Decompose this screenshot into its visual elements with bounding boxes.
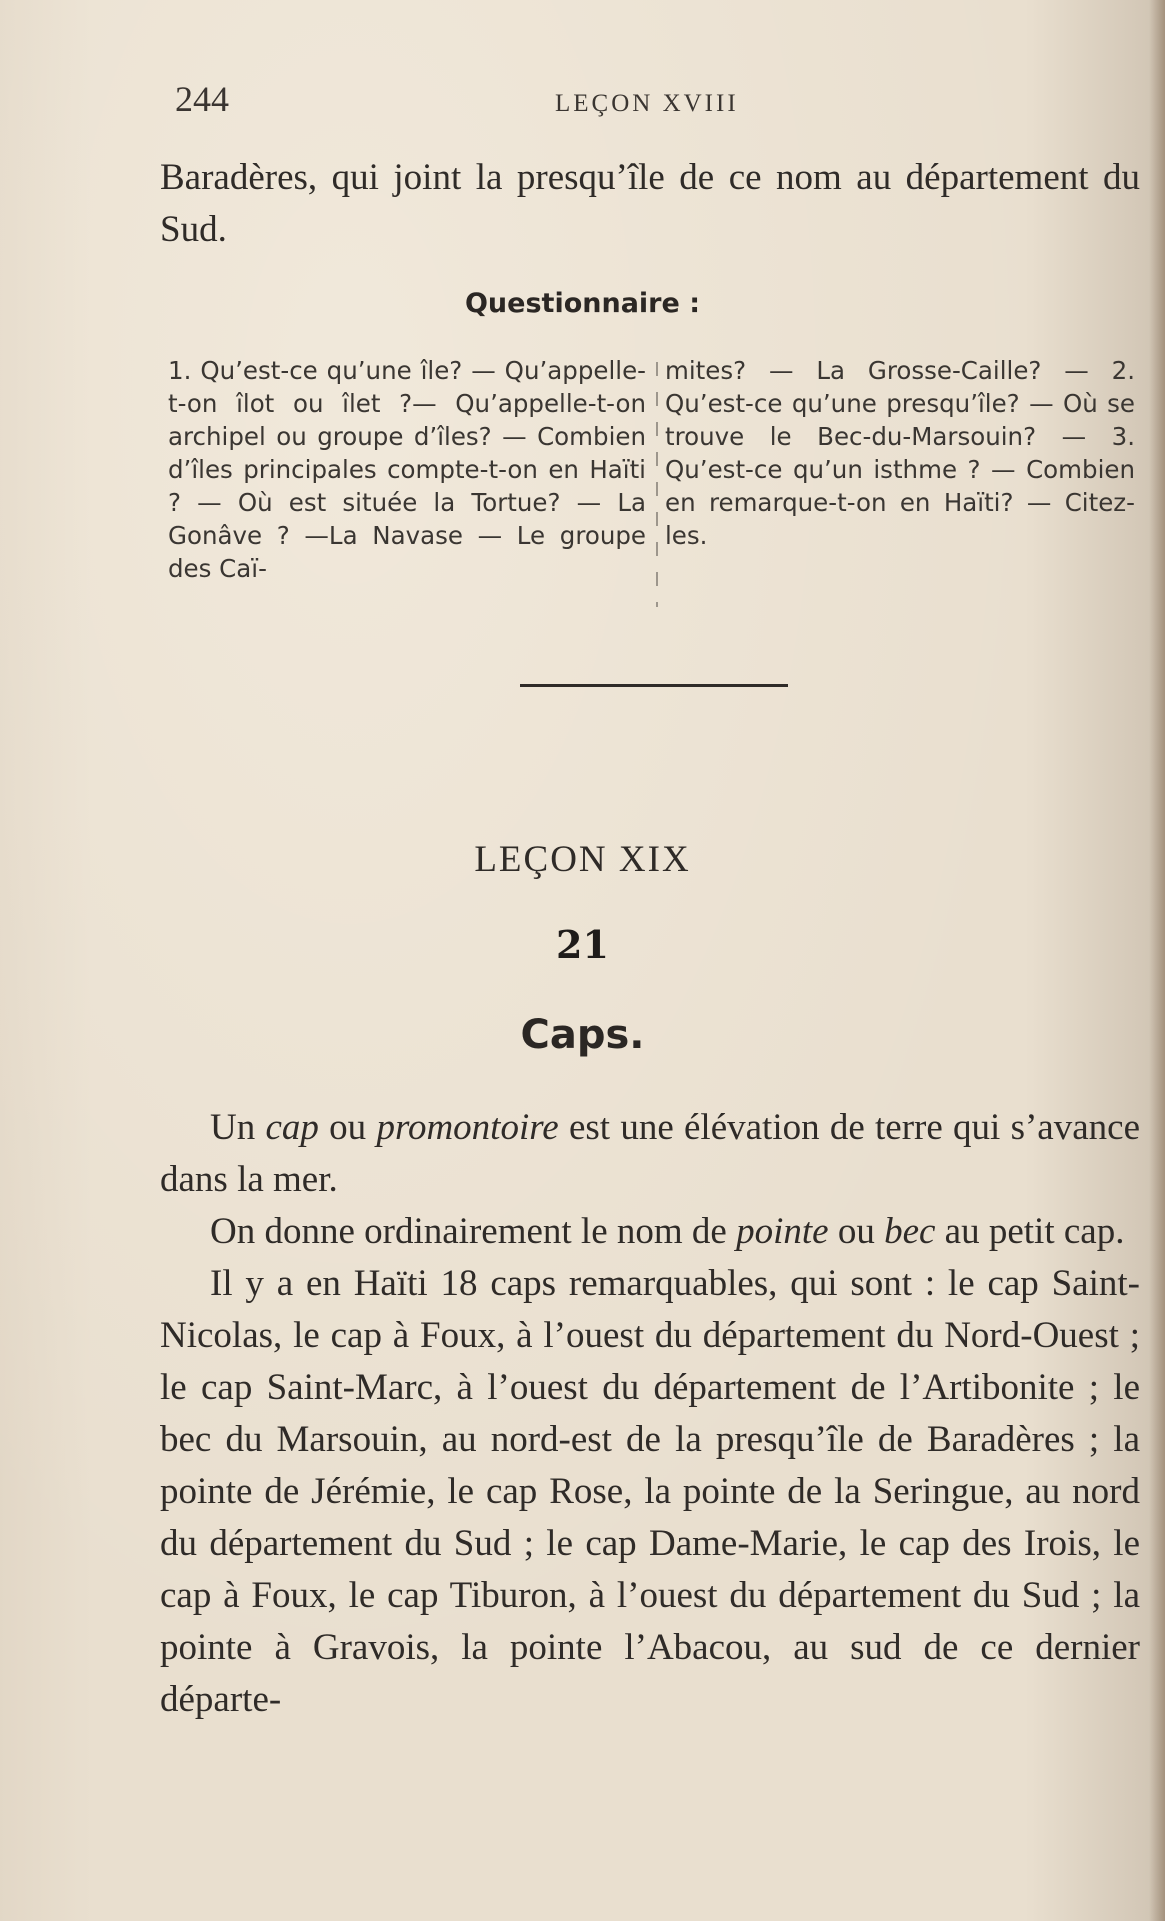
p2-text-before: On donne ordinairement le nom de	[210, 1211, 737, 1252]
page-header	[175, 78, 1035, 122]
p2-text-after: au petit cap.	[935, 1211, 1125, 1252]
p1-text-after: est une élévation de terre qui s’avance dans la mer.	[160, 1107, 1140, 1200]
questionnaire-right-column: mites? — La Grosse-Caille? — 2. Qu’est-ce qu’une presqu’île? — Où se trouve le Bec-du-Marsouin? — 3. Qu’est-ce qu’un isthme ? — Combien en remarque-t-on en Haïti? — Citez-les.	[665, 356, 1135, 550]
p2-text-mid: ou	[828, 1211, 885, 1252]
term-cap: cap	[265, 1107, 319, 1148]
section-number: 21	[556, 922, 609, 967]
term-promontoire: promontoire	[376, 1107, 559, 1148]
page-number: 244	[175, 79, 229, 119]
section-title: Caps.	[520, 1012, 645, 1058]
p3-text: Il y a en Haïti 18 caps remarquables, qui sont : le cap Saint-Nicolas, le cap à Foux, à l’ouest du département du Nord-Ouest ; le cap Saint-Marc, à l’ouest du département de l’Artibonite ; le bec du Marsouin, au nord-est de la presqu’île de Baradères ; la pointe de Jérémie, le cap Rose, la pointe de la Seringue, au nord du département du Sud ; le cap Dame-Marie, le cap des Irois, le cap à Foux, le cap Tiburon, à l’ouest du département du Sud ; la pointe à Gravois, la pointe l’Abacou, au sud de ce dernier départe-	[160, 1263, 1140, 1720]
questionnaire-left-column: 1. Qu’est-ce qu’une île? — Qu’appelle-t-on îlot ou îlet ?— Qu’appelle-t-on archipel ou groupe d’îles? — Combien d’îles principales compte-t-on en Haïti ? — Où est située la Tortue? — La Gonâve ? —La Navase — Le groupe des Caï-	[168, 356, 646, 583]
running-title: LEÇON XVIII	[555, 90, 739, 117]
paragraph-caps-list	[160, 1258, 1140, 1726]
term-bec: bec	[884, 1211, 936, 1252]
lesson-heading: LEÇON XIX	[474, 839, 691, 880]
lesson-body	[160, 1102, 1140, 1726]
column-divider	[656, 362, 658, 607]
paragraph-cap-definition	[160, 1102, 1140, 1206]
p1-text-before: Un	[210, 1107, 266, 1148]
paragraph-pointe-definition	[160, 1206, 1140, 1258]
intro-paragraph: Baradères, qui joint la presqu’île de ce nom au département du Sud.	[160, 157, 1140, 250]
section-separator-rule	[520, 684, 788, 687]
questionnaire-title: Questionnaire :	[464, 288, 700, 319]
term-pointe: pointe	[736, 1211, 829, 1252]
p1-text-mid: ou	[318, 1107, 377, 1148]
